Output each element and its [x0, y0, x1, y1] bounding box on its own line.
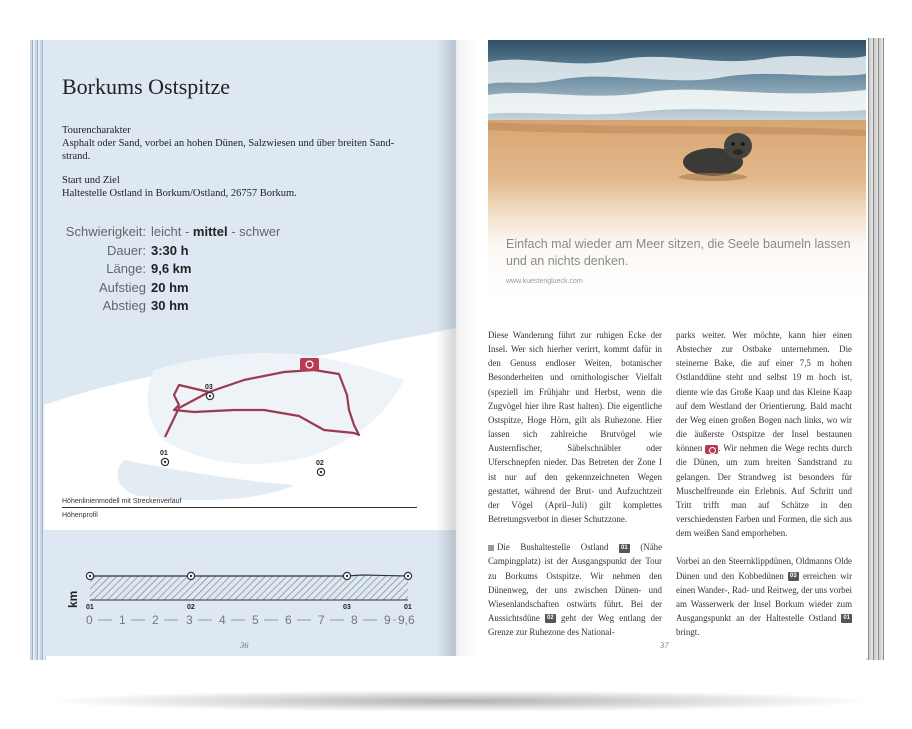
km-tick: 9,6	[398, 613, 415, 627]
difficulty-separator: -	[227, 224, 240, 239]
waypoint-badge-03: 03	[790, 572, 797, 579]
camera-icon	[300, 358, 319, 371]
descent-value: 30 hm	[151, 298, 189, 313]
km-tick: 5	[252, 613, 259, 627]
km-tick: 9	[384, 613, 391, 627]
waypoint-01-label: 01	[160, 450, 168, 457]
text-column-2	[676, 328, 852, 653]
km-tick: 4	[219, 613, 226, 627]
km-tick: 3	[186, 613, 193, 627]
km-tick: 6	[285, 613, 292, 627]
text-column-1	[488, 328, 662, 653]
profile-caption: Höhenprofil	[62, 512, 98, 519]
length-row	[62, 260, 280, 279]
waypoint-badge-01: 01	[621, 544, 628, 551]
paragraph: Diese Wanderung führt zur ruhigen Ecke der Insel. Wer sich hierher verirrt, kommt dafür in den Genuss endloser Weiten, botanischer Besonderheiten und ornithologischer Vielfalt (speziell im Frühjahr und Herbst, wenn die Zugvögel hier ihre Rast halten). Die eigentliche Ostspitze, Hoge Hörn, gilt als Ruhezone. Hier lassen sich zahlreiche Brutvögel wie Austernfischer, Säbelschnäbler oder Uferschnepfen nieder. Das Betreten der Zone I ist nur auf den gekennzeichneten Wegen gestattet, während der Brut- und Aufzuchtzeit der Vögel (April–Juli) gilt komplettes Betretungsverbot in dieser Schutzzone.	[488, 330, 662, 525]
profile-point-end-label: 01	[404, 604, 412, 611]
length-value: 9,6 km	[151, 261, 192, 276]
difficulty-separator: -	[181, 224, 193, 239]
elevation-profile	[62, 560, 422, 630]
duration-row	[62, 242, 280, 261]
right-page-edges	[866, 38, 884, 660]
waypoint-badge-02: 02	[547, 615, 554, 622]
profile-point-01	[86, 572, 93, 579]
tour-character-text-cont: strand.	[62, 151, 91, 162]
km-tick: 7	[318, 613, 325, 627]
ascent-value: 20 hm	[151, 279, 189, 295]
camera-icon	[705, 445, 718, 454]
map-caption-rule	[62, 507, 417, 508]
book-shadow	[40, 690, 880, 712]
ascent-label: Aufstieg	[99, 279, 146, 295]
page-number-left: 36	[240, 640, 249, 650]
route-map	[44, 310, 456, 530]
duration-value: 3:30 h	[151, 242, 189, 258]
profile-point-03-label: 03	[343, 604, 351, 611]
left-page	[44, 40, 456, 656]
right-page	[456, 38, 868, 658]
km-tick: 2	[152, 613, 159, 627]
difficulty-row	[62, 223, 280, 242]
page-number-right: 37	[660, 640, 669, 650]
difficulty-label: Schwierigkeit:	[65, 224, 146, 239]
photo-source-url: www.kuestenglueck.com	[506, 278, 583, 285]
tour-character-label: Tourencharakter	[62, 125, 131, 136]
start-label: Start und Ziel	[62, 175, 120, 186]
profile-point-02	[187, 572, 194, 579]
difficulty-hard: schwer	[239, 224, 281, 239]
waypoint-03-label: 03	[205, 384, 213, 391]
tour-stats	[62, 223, 280, 316]
paragraph: Die Bushaltestelle Ostland 01 (Nähe Campingplatz) ist der Ausgangspunkt der Tour zu Borkums Ostspitze. Wir nehmen den Dünenweg, der uns zwischen Dünen- und Wiesenlandschaften ostwärts führt. Bei der Aussichtsdüne 02 geht der Weg entlang der Grenze zur Ruhezone des National-	[488, 542, 663, 638]
tour-character-text: Asphalt oder Sand, vorbei an hohen Dünen, Salzwiesen und über breiten Sand-	[62, 138, 395, 149]
duration-label: Dauer:	[106, 242, 146, 258]
difficulty-medium: mittel	[192, 224, 228, 239]
descent-label: Abstieg	[102, 298, 146, 313]
profile-point-01-label: 01	[86, 604, 94, 611]
bus-stop-icon	[488, 545, 494, 551]
km-tick: 8	[351, 613, 358, 627]
profile-area	[90, 576, 408, 600]
start-text: Haltestelle Ostland in Borkum/Ostland, 26757 Borkum.	[62, 188, 297, 199]
ascent-row	[62, 279, 280, 298]
paragraph: Vorbei an den Steernklippdünen, Oldmanns Olde Dünen und den Kobbedünen 03 erreichen wir einen Wander-, Rad- und Reitweg, der uns vorbei am Wasserwerk der Insel Borkum wieder zum Ausgangspunkt an der Haltestelle Ostland 01 bringt.	[676, 556, 853, 638]
profile-point-02-label: 02	[187, 604, 195, 611]
page-title: Borkums Ostspitze	[62, 74, 231, 99]
km-axis-label: km	[66, 590, 80, 608]
map-caption: Höhenlinienmodell mit Streckenverlauf	[62, 498, 182, 505]
paragraph: parks weiter. Wer möchte, kann hier einen Abstecher zur Ostbake unternehmen. Die steinerne Bake, die auf einer 7,5 m hohen Ostlanddüne steht und selbst 19 m hoch ist, diente wie das Große Kaap und das Kleine Kaap auf dem Westland der Orientierung. Bald macht der Weg einen großen Bogen nach links, wo wir die äußerste Ostspitze der Insel bestaunen können . Wir nehmen die Wege rechts durch die Dünen, um zum breiten Sandstrand zu gelangen. Der Strandweg ist besonders für Muschelfreunde ein Erlebnis. Auf Schritt und Tritt trifft man auf Schätze in den verschiedensten Farben und Formen, die sich aus dem weißen Sand emporheben.	[676, 330, 853, 539]
photo-caption: Einfach mal wieder am Meer sitzen, die Seele baumeln lassen und an nichts denken.	[506, 237, 851, 268]
waypoint-02-label: 02	[316, 460, 324, 467]
km-tick: 0	[86, 613, 93, 627]
waypoint-badge-01: 01	[843, 615, 850, 622]
length-label: Länge:	[106, 261, 146, 276]
km-tick: 1	[119, 613, 126, 627]
profile-point-03	[343, 572, 350, 579]
profile-point-end	[404, 572, 411, 579]
profile-line	[90, 575, 408, 576]
difficulty-easy: leicht	[151, 224, 182, 239]
